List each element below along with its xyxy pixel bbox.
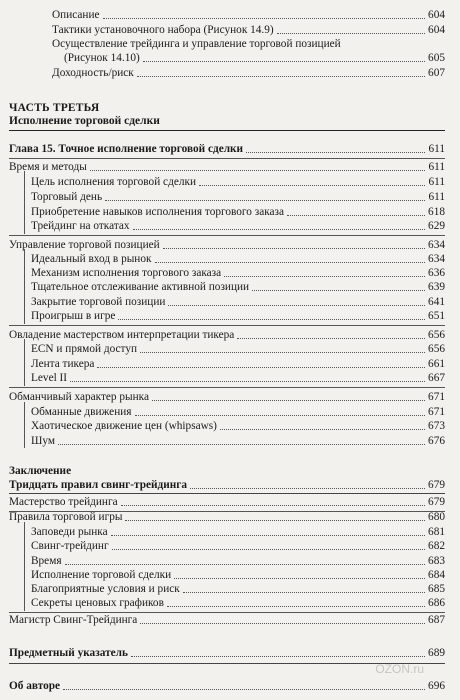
leader-dots [287,214,425,216]
entry-title: Свинг-трейдинг [31,540,109,552]
chapter-entry [9,143,445,156]
section-entry [9,496,445,509]
entry-title: Исполнение торговой сделки [31,569,172,581]
entry-page: 689 [428,647,445,659]
entry-title: Закрытие торговой позиции [31,296,166,308]
leader-dots [183,591,425,593]
leader-dots [220,428,425,430]
entry-title: Тактики установочного набора (Рисунок 14.9) [52,24,274,36]
entry-title: Шум [31,435,56,447]
section-title: Овладение мастерством интерпретации тикера [9,329,235,341]
section-entry [9,161,445,174]
entry-title: ECN и прямой доступ [31,343,138,355]
entry-title: Секреты ценовых графиков [31,597,164,609]
entry-page: 681 [428,526,445,538]
entry-title: Благоприятные условия и риск [31,583,180,595]
toc-entry [31,191,445,204]
toc-entry [31,583,445,596]
section-title: Обманчивый характер рынка [9,391,150,403]
leader-dots [140,622,425,624]
entry-page: 605 [428,52,445,64]
toc-entry [31,420,445,433]
entry-page: 682 [428,540,445,552]
entry-page: 636 [428,267,445,279]
leader-dots [112,548,425,550]
part-rule [9,130,445,131]
entry-page: 611 [428,191,445,203]
leader-dots [70,380,425,382]
separator-line [9,158,445,159]
entry-title: Описание [52,9,100,21]
leader-dots [199,184,425,186]
entry-title: Заповеди рынка [31,526,108,538]
leader-dots [143,60,425,62]
conclusion-entry [9,479,445,492]
leader-dots [97,366,425,368]
leader-dots [121,504,425,506]
entry-title: Хаотическое движение цен (whipsaws) [31,420,217,432]
entry-page: 656 [428,343,445,355]
separator-line [24,339,25,386]
separator-line [9,235,445,236]
toc-entry [31,343,445,356]
entry-page: 661 [428,358,445,370]
entry-page: 641 [428,296,445,308]
entry-page: 667 [428,372,445,384]
leader-dots [133,228,425,230]
entry-title: Торговый день [31,191,103,203]
entry-title: Приобретение навыков исполнения торгового заказа [31,206,285,218]
entry-title: Level II [31,372,68,384]
entry-title: Осуществление трейдинга и управление торговой позицией [52,38,341,50]
entry-page: 696 [428,680,445,692]
leader-dots [58,443,425,445]
entry-title: (Рисунок 14.10) [64,52,140,64]
entry-page: 684 [428,569,445,581]
entry-page: 611 [428,143,445,155]
entry-page: 673 [428,420,445,432]
toc-entry [31,310,445,323]
entry-title: Доходность/риск [52,67,134,79]
section-title: Время и методы [9,161,87,173]
leader-dots [167,605,425,607]
leader-dots [140,351,425,353]
entry-page: 656 [428,329,445,341]
toc-entry [64,52,445,65]
entry-title: Лента тикера [31,358,95,370]
chapter-title: Глава 15. Точное исполнение торговой сделки [9,143,244,155]
entry-page: 687 [428,614,445,626]
entry-page: 679 [428,496,445,508]
separator-line [9,387,445,388]
toc-entry [31,206,445,219]
separator-line [24,249,25,324]
toc-entry [31,406,445,419]
section-entry [9,239,445,252]
about-title: Об авторе [9,680,61,692]
section-title: Управление торговой позицией [9,239,160,251]
entry-page: 685 [428,583,445,595]
entry-page: 679 [428,479,445,491]
leader-dots [224,275,425,277]
conclusion-label: Заключение [9,465,72,477]
section-entry [9,614,445,627]
section-title: Мастерство трейдинга [9,496,118,508]
toc-entry [52,24,445,37]
leader-dots [131,655,425,657]
entry-page: 611 [428,176,445,188]
entry-title: Время [31,555,62,567]
entry-page: 604 [428,24,445,36]
toc-entry [31,176,445,189]
entry-title: Обманные движения [31,406,132,418]
toc-entry [31,281,445,294]
toc-entry [31,372,445,385]
leader-dots [168,304,425,306]
toc-entry [31,296,445,309]
toc-entry [31,267,445,280]
leader-dots [174,577,425,579]
toc-entry [52,9,445,22]
section-title: Правила торговой игры [9,511,123,523]
leader-dots [125,519,425,521]
separator-line [9,325,445,326]
entry-page: 639 [428,281,445,293]
entry-page: 618 [428,206,445,218]
part-title: ЧАСТЬ ТРЕТЬЯ [9,102,100,114]
entry-page: 634 [428,253,445,265]
about-entry [9,680,445,693]
toc-entry [31,253,445,266]
leader-dots [277,32,425,34]
entry-page: 611 [428,161,445,173]
entry-title: Идеальный вход в рынок [31,253,152,265]
entry-title: Трейдинг на откатах [31,220,130,232]
toc-entry [31,435,445,448]
leader-dots [155,261,426,263]
leader-dots [135,414,426,416]
entry-page: 634 [428,239,445,251]
entry-page: 671 [428,391,445,403]
toc-entry [31,569,445,582]
entry-page: 604 [428,9,445,21]
entry-page: 671 [428,406,445,418]
entry-page: 629 [428,220,445,232]
separator-line [24,171,25,234]
entry-title: Тщательное отслеживание активной позиции [31,281,250,293]
part-subtitle: Исполнение торговой сделки [9,115,160,127]
toc-entry [31,540,445,553]
separator-line [9,612,445,613]
toc-entry [31,220,445,233]
leader-dots [246,151,425,153]
leader-dots [190,487,425,489]
toc-entry [31,526,445,539]
leader-dots [137,75,425,77]
leader-dots [118,318,425,320]
leader-dots [63,688,425,690]
conclusion-title: Тридцать правил свинг-трейдинга [9,479,188,491]
section-entry [9,329,445,342]
entry-page: 607 [428,67,445,79]
conclusion-rule [9,493,445,494]
watermark: OZON.ru [375,662,424,676]
leader-dots [163,247,425,249]
entry-page: 651 [428,310,445,322]
index-title: Предметный указатель [9,647,128,659]
leader-dots [105,199,425,201]
leader-dots [152,399,425,401]
toc-entry [52,67,445,80]
entry-page: 680 [428,511,445,523]
entry-title: Механизм исполнения торгового заказа [31,267,222,279]
separator-line [24,522,25,611]
leader-dots [65,563,426,565]
entry-page: 686 [428,597,445,609]
leader-dots [252,289,425,291]
section-entry [9,391,445,404]
entry-page: 676 [428,435,445,447]
section-entry [9,511,445,524]
section-title: Магистр Свинг-Трейдинга [9,614,138,626]
entry-title: Проигрыш в игре [31,310,116,322]
leader-dots [103,17,426,19]
index-entry [9,647,445,660]
toc-entry [31,597,445,610]
leader-dots [237,337,425,339]
toc-entry [31,555,445,568]
leader-dots [111,534,425,536]
entry-title: Цель исполнения торговой сделки [31,176,197,188]
entry-page: 683 [428,555,445,567]
toc-entry [31,358,445,371]
leader-dots [90,169,426,171]
separator-line [24,402,25,448]
